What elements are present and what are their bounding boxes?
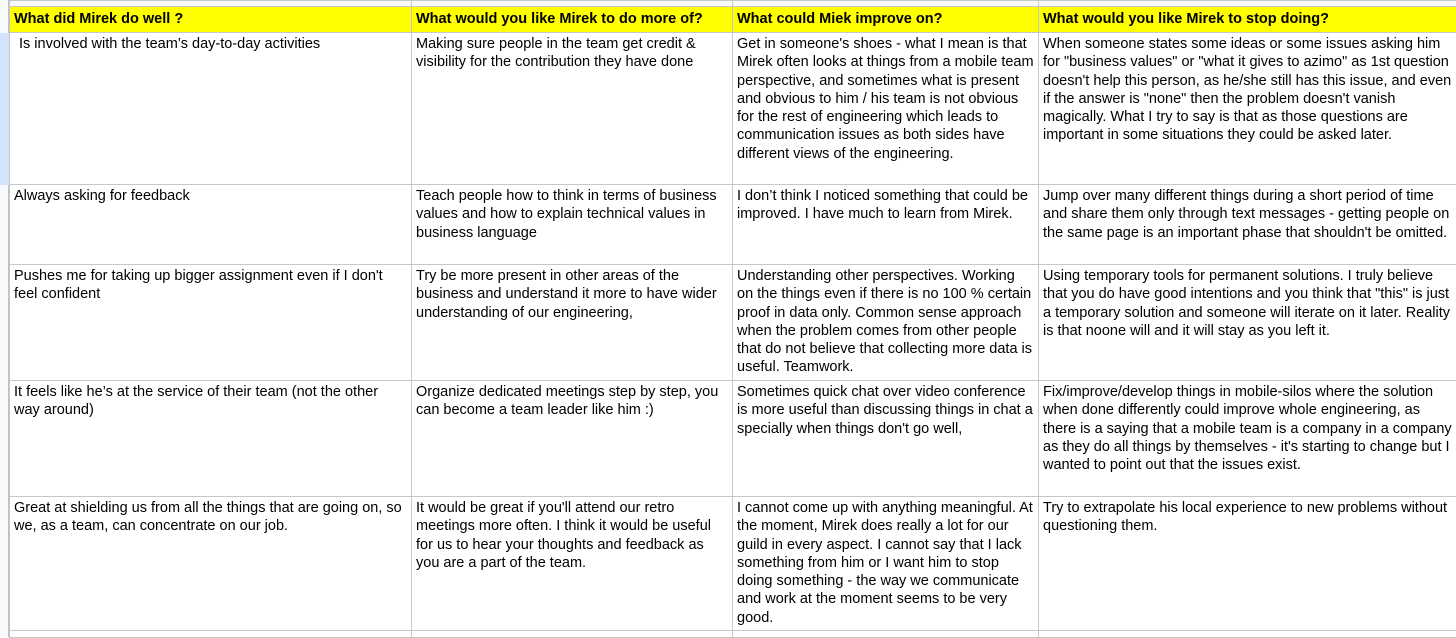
cell-did-well[interactable]: Pushes me for taking up bigger assignment even if I don't feel confident — [10, 265, 412, 381]
cell-do-more[interactable]: Try be more present in other areas of the business and understand it more to have wider understanding of our engineering, — [412, 265, 733, 381]
cell-improve[interactable]: Sometimes quick chat over video conference is more useful than discussing things in chat a specially when things don't go well, — [733, 381, 1039, 497]
empty-cell[interactable] — [733, 631, 1039, 638]
cell-stop-doing[interactable]: Using temporary tools for permanent solutions. I truly believe that you do have good intentions and you think that "this" is just a temporary solution and someone will iterate on it later. Reality is that noone will and it will stay as you left it. — [1039, 265, 1456, 381]
empty-cell[interactable] — [10, 631, 412, 638]
table-row — [10, 33, 1456, 185]
cell-do-more[interactable]: Organize dedicated meetings step by step, you can become a team leader like him :) — [412, 381, 733, 497]
cell-did-well[interactable]: Always asking for feedback — [10, 185, 412, 265]
cell-stop-doing[interactable]: Jump over many different things during a short period of time and share them only through text messages - getting people on the same page is an important phase that shouldn't be omitted. — [1039, 185, 1456, 265]
cell-do-more[interactable]: It would be great if you'll attend our retro meetings more often. I think it would be useful for us to hear your thoughts and feedback as you are a part of the team. — [412, 497, 733, 631]
cell-did-well[interactable]: Great at shielding us from all the things that are going on, so we, as a team, can concentrate on our job. — [10, 497, 412, 631]
cell-improve[interactable]: Get in someone's shoes - what I mean is that Mirek often looks at things from a mobile team perspective, and sometimes what is present and obvious to him / his team is not obvious for the rest of engineering which leads to communication issues as both sides have different views of the engineering. — [733, 33, 1039, 185]
empty-cell[interactable] — [412, 631, 733, 638]
cell-do-more[interactable]: Teach people how to think in terms of business values and how to explain technical values in business language — [412, 185, 733, 265]
header-row — [10, 7, 1456, 33]
table-row — [10, 381, 1456, 497]
table-row-empty — [10, 631, 1456, 638]
cell-stop-doing[interactable]: When someone states some ideas or some issues asking him for "business values" or "what it gives to azimo" as 1st question doesn't help this person, as he/she still has this issue, and even if the answer is "none" then the problem doesn't vanish magically. What I try to say is that as those questions are important in some situations they could be asked later. — [1039, 33, 1456, 185]
header-cell-do-more[interactable]: What would you like Mirek to do more of? — [412, 7, 733, 33]
header-cell-did-well[interactable]: What did Mirek do well ? — [10, 7, 412, 33]
header-cell-stop-doing[interactable]: What would you like Mirek to stop doing? — [1039, 7, 1456, 33]
cell-stop-doing[interactable]: Fix/improve/develop things in mobile-silos where the solution when done differently could improve whole engineering, as there is a saying that a mobile team is a company in a company as they do all things by themselves - it's starting to change but I wanted to point out that the issues exist. — [1039, 381, 1456, 497]
table-row — [10, 497, 1456, 631]
header-cell-improve[interactable]: What could Miek improve on? — [733, 7, 1039, 33]
cell-did-well[interactable]: It feels like he’s at the service of their team (not the other way around) — [10, 381, 412, 497]
cell-improve[interactable]: I cannot come up with anything meaningful. At the moment, Mirek does really a lot for our guild in every aspect. I cannot say that I lack something from him or I want him to stop doing something - the way we communicate and work at the moment seems to be very good. — [733, 497, 1039, 631]
empty-cell[interactable] — [1039, 631, 1456, 638]
table-row — [10, 185, 1456, 265]
cell-improve[interactable]: I don’t think I noticed something that could be improved. I have much to learn from Mirek. — [733, 185, 1039, 265]
cell-do-more[interactable]: Making sure people in the team get credit & visibility for the contribution they have done — [412, 33, 733, 185]
selected-row-indicator — [0, 33, 9, 185]
cell-did-well[interactable]: Is involved with the team’s day-to-day activities — [10, 33, 412, 185]
feedback-table — [9, 0, 1456, 638]
cell-stop-doing[interactable]: Try to extrapolate his local experience to new problems without questioning them. — [1039, 497, 1456, 631]
table-row — [10, 265, 1456, 381]
cell-improve[interactable]: Understanding other perspectives. Working on the things even if there is no 100 % certain proof in data only. Common sense approach when the problem comes from other people that do not believe that collecting more data is useful. Teamwork. — [733, 265, 1039, 381]
